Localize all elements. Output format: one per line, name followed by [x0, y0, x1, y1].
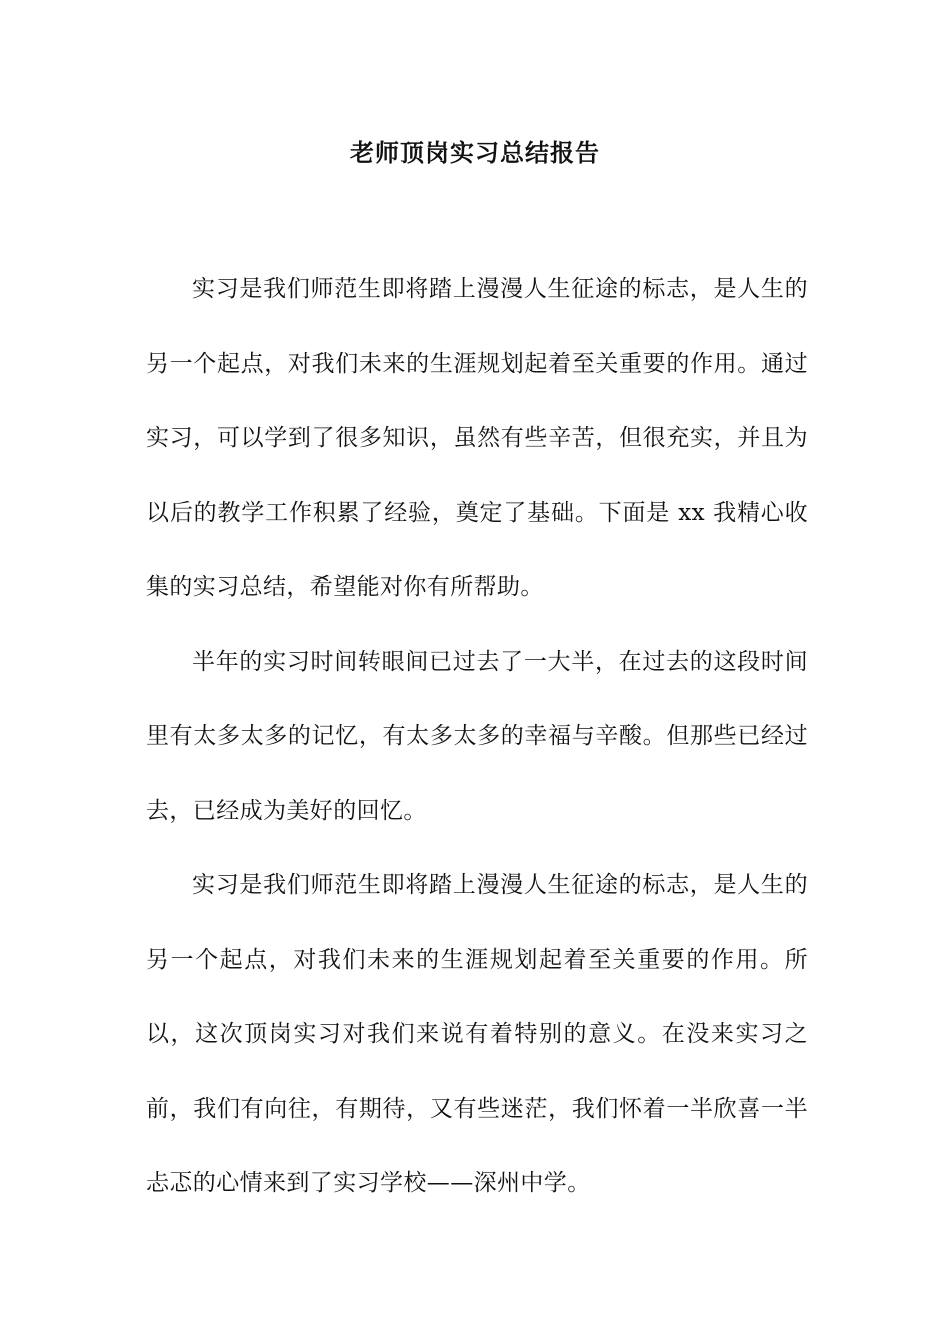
paragraph-2: 半年的实习时间转眼间已过去了一大半，在过去的这段时间里有太多太多的记忆，有太多太多的幸福与辛酸。但那些已经过去，已经成为美好的回忆。 — [146, 648, 808, 824]
paragraph-3: 实习是我们师范生即将踏上漫漫人生征途的标志，是人生的另一个起点，对我们未来的生涯规划起着至关重要的作用。所以，这次顶岗实习对我们来说有着特别的意义。在没来实习之前，我们有向往，有期待，又有些迷茫，我们怀着一半欣喜一半忐忑的心情来到了实习学校——深州中学。 — [146, 872, 808, 1196]
document-title: 老师顶岗实习总结报告 — [350, 138, 600, 167]
document-body — [146, 252, 808, 1221]
paragraph-1: 实习是我们师范生即将踏上漫漫人生征途的标志，是人生的另一个起点，对我们未来的生涯规划起着至关重要的作用。通过实习，可以学到了很多知识，虽然有些辛苦，但很充实，并且为以后的教学工作积累了经验，奠定了基础。下面是 xx 我精心收集的实习总结，希望能对你有所帮助。 — [146, 276, 808, 600]
